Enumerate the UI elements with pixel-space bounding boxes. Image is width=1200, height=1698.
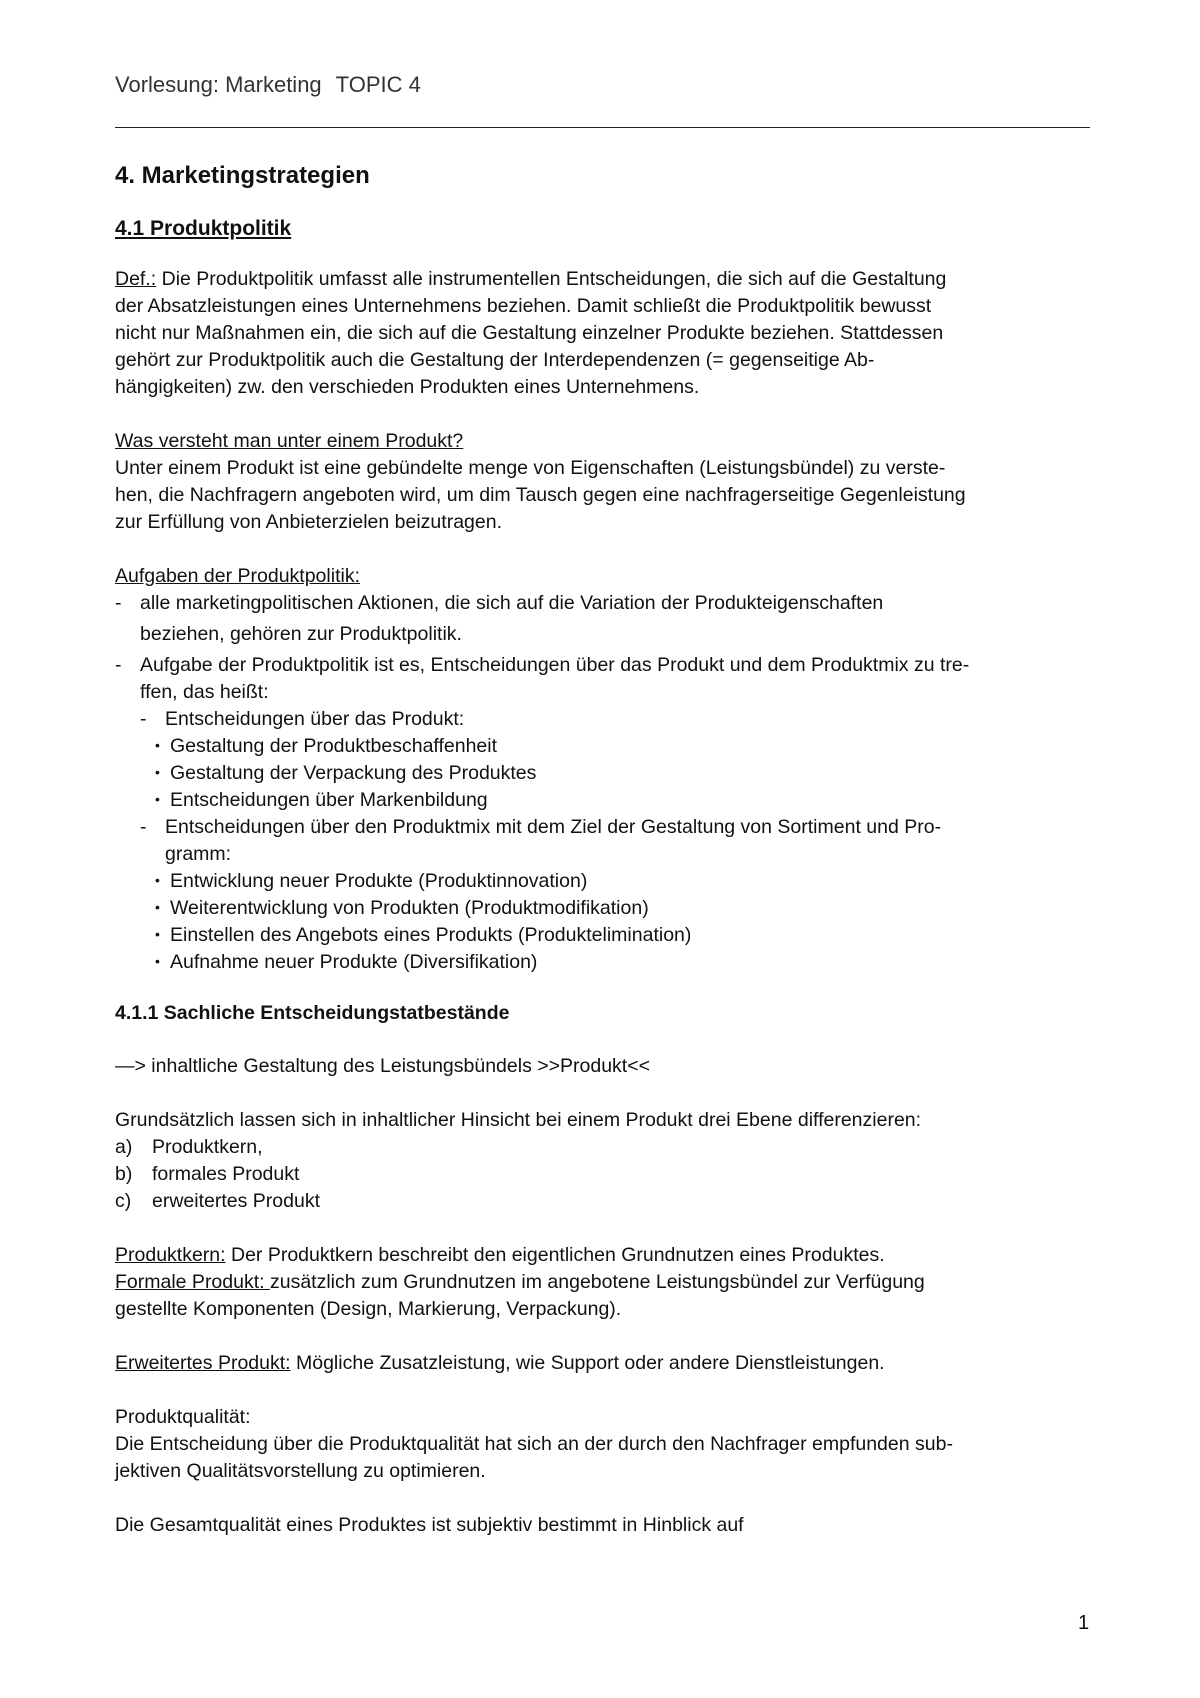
levels-paragraph [115,1107,1090,1215]
section-title: 4.1 Produktpolitik [115,217,292,240]
bullet-text: Entwicklung neuer Produkte (Produktinnovation) [170,870,588,892]
sub-list-item [115,706,1090,733]
list-item-text: beziehen, gehören zur Produktpolitik. [140,623,462,645]
product-question-line: Unter einem Produkt ist eine gebündelte menge von Eigenschaften (Leistungsbündel) zu verste- [115,457,946,479]
bullet-marker: • [155,764,160,780]
page-number: 1 [1078,1612,1090,1634]
chapter-title: 4. Marketingstrategien [115,162,370,189]
definition-paragraph [115,266,1090,401]
list-item-text: erweitertes Produkt [152,1190,320,1212]
list-item [115,652,1090,706]
bullet-marker: • [155,872,160,888]
quality-heading: Produktqualität: [115,1406,251,1428]
dash-marker: - [115,654,122,676]
levels-intro: Grundsätzlich lassen sich in inhaltlicher Hinsicht bei einem Produkt drei Ebene differenzieren: [115,1109,922,1131]
bullet-marker: • [155,926,160,942]
product-question-line: hen, die Nachfragern angeboten wird, um dim Tausch gegen eine nachfragerseitige Gegenleistung [115,484,966,506]
definition-line: nicht nur Maßnahmen ein, die sich auf die Gestaltung einzelner Produkte beziehen. Stattdessen [115,322,944,344]
dash-marker: - [140,708,147,730]
sub-list-label: Entscheidungen über den Produktmix mit dem Ziel der Gestaltung von Sortiment und Pro- [165,816,942,838]
kern-text: Der Produktkern beschreibt den eigentlichen Grundnutzen eines Produktes. [225,1244,885,1266]
bullet-item [115,787,1090,814]
list-item-text: Produktkern, [152,1136,263,1158]
bullet-item [115,760,1090,787]
sub-list-item [115,814,1090,868]
bullet-marker: • [155,737,160,753]
list-marker: b) [115,1163,133,1185]
list-item [115,1134,1090,1161]
product-question-heading: Was versteht man unter einem Produkt? [115,430,464,452]
total-quality-line: Die Gesamtqualität eines Produktes ist subjektiv bestimmt in Hinblick auf [115,1514,744,1536]
formal-text: zusätzlich zum Grundnutzen im angebotene Leistungsbündel zur Verfügung [269,1271,925,1293]
bullet-text: Gestaltung der Verpackung des Produktes [170,762,537,784]
tasks-heading: Aufgaben der Produktpolitik: [115,565,360,587]
definition-line: gehört zur Produktpolitik auch die Gestaltung der Interdependenzen (= gegenseitige Ab- [115,349,875,371]
list-item [115,1161,1090,1188]
extended-text: Mögliche Zusatzleistung, wie Support oder andere Dienstleistungen. [290,1352,885,1374]
sub-list-label: Entscheidungen über das Produkt: [165,708,465,730]
bullet-text: Entscheidungen über Markenbildung [170,789,488,811]
product-question-paragraph [115,428,1090,536]
definitions-paragraph [115,1242,1090,1323]
arrow-line: —> inhaltliche Gestaltung des Leistungsbündels >>Produkt<< [115,1055,650,1077]
formal-label: Formale Produkt: [115,1271,270,1293]
bullet-marker: • [155,791,160,807]
course-title: Vorlesung: Marketing [115,72,322,97]
definition-line: hängigkeiten) zw. den verschieden Produkten eines Unternehmens. [115,376,700,398]
formal-text: gestellte Komponenten (Design, Markierung, Verpackung). [115,1298,622,1320]
tasks-list [115,590,1090,976]
list-item-text: Aufgabe der Produktpolitik ist es, Entscheidungen über das Produkt und dem Produktmix zu tre- [140,654,970,676]
list-item [115,1188,1090,1215]
subsection-title: 4.1.1 Sachliche Entscheidungstatbestände [115,1002,510,1024]
definition-line: der Absatzleistungen eines Unternehmens beziehen. Damit schließt die Produktpolitik bewusst [115,295,932,317]
quality-paragraph [115,1404,1090,1485]
bullet-text: Einstellen des Angebots eines Produkts (Produktelimination) [170,924,692,946]
dash-marker: - [115,592,122,614]
bullet-item [115,895,1090,922]
bullet-item [115,949,1090,976]
list-marker: a) [115,1136,133,1158]
header-divider [115,127,1090,128]
bullet-marker: • [155,899,160,915]
bullet-text: Weiterentwicklung von Produkten (Produktmodifikation) [170,897,649,919]
sub-list-label: gramm: [165,843,232,865]
product-question-line: zur Erfüllung von Anbieterzielen beizutragen. [115,511,502,533]
bullet-text: Aufnahme neuer Produkte (Diversifikation) [170,951,538,973]
dash-marker: - [140,816,147,838]
bullet-text: Gestaltung der Produktbeschaffenheit [170,735,498,757]
list-item-text: ffen, das heißt: [140,681,269,703]
quality-line: Die Entscheidung über die Produktqualität hat sich an der durch den Nachfrager empfunden sub- [115,1433,953,1455]
list-item [115,590,1090,648]
page-content [115,160,1090,1539]
definition-label: Def.: [115,268,157,290]
list-item-text: alle marketingpolitischen Aktionen, die sich auf die Variation der Produkteigenschaften [140,592,884,614]
list-item-text: formales Produkt [152,1163,300,1185]
bullet-item [115,868,1090,895]
list-marker: c) [115,1190,132,1212]
quality-line: jektiven Qualitätsvorstellung zu optimieren. [115,1460,486,1482]
extended-label: Erweitertes Produkt: [115,1352,291,1374]
page-header [115,72,421,98]
kern-label: Produktkern: [115,1244,226,1266]
tasks-section [115,563,1090,976]
topic-label: TOPIC 4 [335,72,421,97]
bullet-marker: • [155,953,160,969]
bullet-item [115,922,1090,949]
definition-line: Die Produktpolitik umfasst alle instrumentellen Entscheidungen, die sich auf die Gestaltung [156,268,947,290]
bullet-item [115,733,1090,760]
